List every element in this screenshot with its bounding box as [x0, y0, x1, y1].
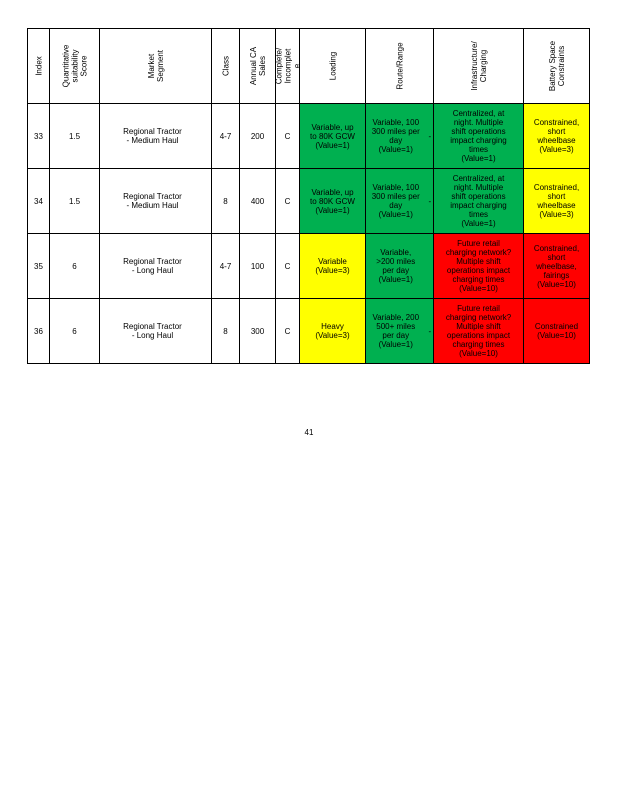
cell-class: 4-7: [212, 104, 240, 169]
cell-complete: C: [276, 104, 300, 169]
cell-battery: Constrained, short wheelbase (Value=3): [524, 104, 590, 169]
cell-index: 33: [28, 104, 50, 169]
table-row: [28, 104, 590, 169]
header-infra: Infrastructure/ Charging: [434, 29, 524, 104]
cell-index: 34: [28, 169, 50, 234]
cell-class: 8: [212, 299, 240, 364]
cell-class: 4-7: [212, 234, 240, 299]
table-row: [28, 299, 590, 364]
cell-battery: Constrained (Value=10): [524, 299, 590, 364]
header-sales: Annual CA Sales: [240, 29, 276, 104]
cell-dash: -: [426, 169, 434, 234]
cell-segment: Regional Tractor - Long Haul: [100, 234, 212, 299]
cell-segment: Regional Tractor - Long Haul: [100, 299, 212, 364]
header-segment: Market Segment: [100, 29, 212, 104]
header-index: Index: [28, 29, 50, 104]
cell-score: 1.5: [50, 169, 100, 234]
cell-loading: Variable (Value=3): [300, 234, 366, 299]
cell-battery: Constrained, short wheelbase, fairings (Value=10): [524, 234, 590, 299]
header-score: Quantitative suitability Score: [50, 29, 100, 104]
cell-segment: Regional Tractor - Medium Haul: [100, 104, 212, 169]
cell-infra: Future retail charging network? Multiple shift operations impact charging times (Value=10): [434, 299, 524, 364]
cell-route: Variable, 100 300 miles per day (Value=1): [366, 104, 426, 169]
cell-complete: C: [276, 299, 300, 364]
cell-sales: 400: [240, 169, 276, 234]
cell-score: 6: [50, 234, 100, 299]
table-row: [28, 234, 590, 299]
header-route: Route/Range: [366, 29, 434, 104]
cell-infra: Centralized, at night. Multiple shift operations impact charging times (Value=1): [434, 104, 524, 169]
cell-complete: C: [276, 169, 300, 234]
header-battery: Battery Space Constraints: [524, 29, 590, 104]
cell-index: 35: [28, 234, 50, 299]
cell-route: Variable, 200 500+ miles per day (Value=1): [366, 299, 426, 364]
cell-sales: 300: [240, 299, 276, 364]
header-loading: Loading: [300, 29, 366, 104]
cell-route: Variable, 100 300 miles per day (Value=1): [366, 169, 426, 234]
cell-dash: [426, 234, 434, 299]
cell-dash: -: [426, 299, 434, 364]
table-row: [28, 169, 590, 234]
cell-score: 1.5: [50, 104, 100, 169]
cell-infra: Future retail charging network? Multiple shift operations impact charging times (Value=10): [434, 234, 524, 299]
cell-route: Variable, >200 miles per day (Value=1): [366, 234, 426, 299]
header-row: [28, 29, 590, 104]
cell-battery: Constrained, short wheelbase (Value=3): [524, 169, 590, 234]
cell-loading: Variable, up to 80K GCW (Value=1): [300, 104, 366, 169]
cell-loading: Variable, up to 80K GCW (Value=1): [300, 169, 366, 234]
suitability-table: [27, 28, 590, 364]
cell-complete: C: [276, 234, 300, 299]
cell-sales: 200: [240, 104, 276, 169]
cell-infra: Centralized, at night. Multiple shift operations impact charging times (Value=1): [434, 169, 524, 234]
cell-loading: Heavy (Value=3): [300, 299, 366, 364]
page-number: 41: [304, 428, 314, 437]
cell-segment: Regional Tractor - Medium Haul: [100, 169, 212, 234]
header-complete: Complete/ Incomplet e: [276, 29, 300, 104]
cell-score: 6: [50, 299, 100, 364]
cell-sales: 100: [240, 234, 276, 299]
cell-dash: -: [426, 104, 434, 169]
cell-index: 36: [28, 299, 50, 364]
header-class: Class: [212, 29, 240, 104]
cell-class: 8: [212, 169, 240, 234]
